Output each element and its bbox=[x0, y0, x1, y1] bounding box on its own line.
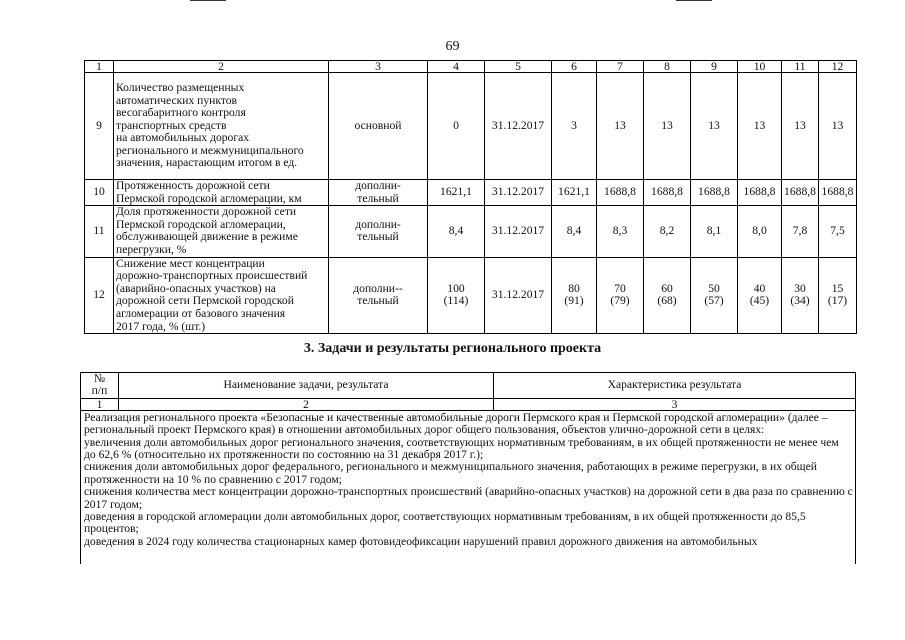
section-title: 3. Задачи и результаты регионального проекта bbox=[303, 341, 602, 356]
year-value bbox=[552, 206, 597, 257]
base-value bbox=[428, 180, 485, 206]
cell-line: 15 bbox=[831, 281, 844, 295]
cell-line: 40 bbox=[753, 281, 766, 295]
year-value bbox=[819, 257, 857, 334]
result-paragraph: снижения доли автомобильных дорог федерального, регионального и межмуниципального значения, работающих в режиме перегрузки, в их общей протяженности на 10 % по сравнению с 2017 годом; bbox=[84, 460, 817, 486]
col-header: 12 bbox=[819, 61, 857, 73]
col-header: 10 bbox=[738, 61, 782, 73]
cell-line: 3 bbox=[571, 118, 577, 132]
year-value bbox=[691, 73, 738, 180]
year-value bbox=[597, 206, 644, 257]
base-date: 31.12.2017 bbox=[485, 206, 552, 257]
year-value bbox=[644, 206, 691, 257]
cell-line: 13 bbox=[661, 118, 673, 132]
cell-line: Пермской городской агломерации, км bbox=[116, 191, 302, 205]
base-value bbox=[428, 257, 485, 334]
cell-line: 100 bbox=[447, 281, 465, 295]
year-value bbox=[782, 257, 819, 334]
cell-line: регионального и межмуниципального bbox=[116, 143, 304, 157]
cell-line: 1688,8 bbox=[821, 185, 854, 199]
col-header: 3 bbox=[329, 61, 428, 73]
row-number: 9 bbox=[85, 73, 114, 180]
cell-line: 8,1 bbox=[706, 224, 722, 238]
cell-line: (45) bbox=[749, 294, 770, 308]
cell-line: 7,8 bbox=[792, 224, 808, 238]
cell-line: 30 bbox=[794, 281, 806, 295]
indicator-type bbox=[329, 180, 428, 206]
index-cell: 2 bbox=[119, 398, 494, 410]
row-number: 12 bbox=[85, 257, 114, 334]
cell-line: дорожной сети Пермской городской bbox=[116, 294, 294, 308]
col-header: 4 bbox=[428, 61, 485, 73]
indicator-type bbox=[329, 206, 428, 257]
year-value bbox=[819, 73, 857, 180]
year-value bbox=[738, 206, 782, 257]
year-value bbox=[782, 73, 819, 180]
col-header: 6 bbox=[552, 61, 597, 73]
year-value bbox=[819, 206, 857, 257]
indicator-name bbox=[114, 180, 329, 206]
year-value bbox=[597, 180, 644, 206]
cell-line: (аварийно-опасных участков) на bbox=[116, 281, 276, 295]
cell-line: дорожно-транспортных происшествий bbox=[116, 269, 308, 283]
col-header: 5 bbox=[485, 61, 552, 73]
cell-line: 7,5 bbox=[830, 224, 845, 238]
cell-line: 1688,8 bbox=[743, 185, 776, 199]
year-value bbox=[738, 73, 782, 180]
cell-line: агломерации от базового значения bbox=[116, 306, 286, 320]
cell-line: дополни- bbox=[355, 217, 401, 231]
year-value bbox=[782, 180, 819, 206]
cell-line: (79) bbox=[610, 294, 630, 308]
result-paragraph: увеличения доли автомобильных дорог регионального значения, соответствующих нормативным требованиям, в их общей протяженности не менее чем до 62,6 % (относительно их протяженности по состоянию на 31 декабря 2017 г.); bbox=[84, 435, 839, 462]
cell-line: Доля протяженности дорожной сети bbox=[116, 205, 297, 219]
cell-line: тельный bbox=[357, 191, 399, 205]
cell-line: (34) bbox=[790, 294, 810, 308]
cell-line: 13 bbox=[614, 118, 626, 132]
cell-line: дополни- bbox=[355, 179, 401, 192]
top-rule-right bbox=[676, 0, 712, 1]
cell-line: тельный bbox=[357, 230, 399, 244]
cell-line: автоматических пунктов bbox=[116, 93, 238, 107]
cell-line: 1621,1 bbox=[558, 185, 590, 199]
cell-line: 13 bbox=[753, 118, 766, 132]
cell-line: (57) bbox=[704, 294, 724, 308]
tasks-header-row bbox=[81, 373, 856, 399]
index-cell: 3 bbox=[494, 398, 856, 410]
indicator-name bbox=[114, 73, 329, 180]
tasks-body-row bbox=[81, 410, 856, 567]
base-value bbox=[428, 206, 485, 257]
year-value bbox=[819, 180, 857, 206]
col-header: 8 bbox=[644, 61, 691, 73]
cell-line: транспортных средств bbox=[116, 118, 227, 132]
characteristic-header: Характеристика результата bbox=[494, 373, 856, 399]
name-header: Наименование задачи, результата bbox=[119, 373, 494, 399]
cell-line: 1621,1 bbox=[440, 185, 472, 199]
index-cell: 1 bbox=[81, 398, 119, 410]
base-date: 31.12.2017 bbox=[485, 180, 552, 206]
cell-line: 8,4 bbox=[448, 224, 464, 238]
cell-line: 2017 года, % (шт.) bbox=[116, 319, 206, 333]
cell-line: 8,3 bbox=[612, 224, 628, 238]
year-value bbox=[552, 257, 597, 334]
indicator-type bbox=[329, 73, 428, 180]
result-paragraph: доведения в городской агломерации доли автомобильных дорог, соответствующих нормативным требованиям, в их общей протяженности до 85,5 процентов; bbox=[84, 510, 806, 536]
cell-line: основной bbox=[354, 118, 402, 132]
cell-line: 80 bbox=[568, 281, 580, 295]
cell-line: 60 bbox=[661, 281, 673, 295]
col-header: 11 bbox=[782, 61, 819, 73]
table-row bbox=[85, 180, 857, 206]
base-date: 31.12.2017 bbox=[485, 257, 552, 334]
cell-line: (114) bbox=[443, 294, 469, 308]
cell-line: Пермской городской агломерации, bbox=[116, 217, 286, 231]
cell-line: 8,4 bbox=[566, 224, 582, 238]
cell-line: (68) bbox=[657, 294, 677, 308]
year-value bbox=[644, 180, 691, 206]
cell-line: 1688,8 bbox=[784, 185, 816, 199]
col-header: 9 bbox=[691, 61, 738, 73]
cell-line: на автомобильных дорогах bbox=[116, 131, 250, 145]
cell-line: 13 bbox=[794, 118, 806, 132]
cell-line: дополни-- bbox=[353, 281, 403, 295]
base-value bbox=[428, 73, 485, 180]
col-header: 7 bbox=[597, 61, 644, 73]
cell-line: 1688,8 bbox=[651, 185, 683, 199]
row-number: 11 bbox=[85, 206, 114, 257]
table-row bbox=[85, 206, 857, 257]
cell-line: Снижение мест концентрации bbox=[116, 256, 265, 270]
table-row bbox=[85, 73, 857, 180]
cell-line: 70 bbox=[614, 281, 626, 295]
tasks-table bbox=[80, 372, 856, 568]
year-value bbox=[691, 257, 738, 334]
num-header-line: п/п bbox=[91, 384, 108, 398]
year-value bbox=[644, 73, 691, 180]
base-date: 31.12.2017 bbox=[485, 73, 552, 180]
year-value bbox=[738, 257, 782, 334]
cell-line: (17) bbox=[827, 294, 848, 308]
col-header: 2 bbox=[114, 61, 329, 73]
cell-line: перегрузки, % bbox=[116, 242, 187, 256]
cell-line: 8,0 bbox=[752, 224, 767, 238]
cell-line: обслуживающей движение в режиме bbox=[116, 230, 298, 244]
year-value bbox=[597, 257, 644, 334]
cell-line: тельный bbox=[357, 294, 399, 308]
cell-line: значения, нарастающим итогом в ед. bbox=[116, 156, 298, 170]
cell-line: 50 bbox=[708, 281, 720, 295]
cell-line: 1688,8 bbox=[604, 185, 636, 199]
year-value bbox=[644, 257, 691, 334]
year-value bbox=[738, 180, 782, 206]
indicator-type bbox=[329, 257, 428, 334]
indicators-table bbox=[84, 60, 857, 334]
year-value bbox=[691, 180, 738, 206]
cell-line: 13 bbox=[708, 118, 720, 132]
num-header bbox=[81, 373, 119, 399]
indicator-name bbox=[114, 206, 329, 257]
cell-line: 0 bbox=[453, 118, 459, 132]
year-value bbox=[691, 206, 738, 257]
cell-line: 1688,8 bbox=[698, 185, 730, 199]
result-paragraph: Реализация регионального проекта «Безопасные и качественные автомобильные дороги Пермского края и Пермской городской агломерации» (далее – региональный проект Пермского края) в отношении автомобильных дорог общего пользования, объектов улично-дорожной сети в целях: bbox=[84, 410, 828, 437]
page-bottom bbox=[80, 564, 856, 640]
table-header-row bbox=[85, 61, 857, 73]
year-value bbox=[552, 73, 597, 180]
indicator-name bbox=[114, 257, 329, 334]
top-rule-left bbox=[190, 0, 226, 1]
table-row bbox=[85, 257, 857, 334]
page-number: 69 bbox=[445, 39, 460, 54]
cell-line: весогабаритного контроля bbox=[116, 106, 246, 120]
year-value bbox=[552, 180, 597, 206]
tasks-index-row bbox=[81, 398, 856, 410]
row-number: 10 bbox=[85, 180, 114, 206]
cell-line: Количество размещенных bbox=[116, 80, 245, 94]
year-value bbox=[597, 73, 644, 180]
tasks-body-cell bbox=[81, 410, 856, 567]
num-header-line: № bbox=[93, 372, 106, 385]
result-paragraph: доведения в 2024 году количества стационарных камер фотовидеофиксации нарушений правил дорожного движения на автомобильных bbox=[84, 534, 758, 548]
cell-line: (91) bbox=[564, 294, 584, 308]
col-header: 1 bbox=[85, 61, 114, 73]
cell-line: 8,2 bbox=[659, 224, 675, 238]
result-paragraph: снижения количества мест концентрации дорожно-транспортных происшествий (аварийно-опасных участков) на дорожной сети в два раза по сравнению с 2017 годом; bbox=[84, 485, 853, 511]
year-value bbox=[782, 206, 819, 257]
cell-line: 13 bbox=[831, 118, 844, 132]
cell-line: Протяженность дорожной сети bbox=[116, 179, 270, 192]
